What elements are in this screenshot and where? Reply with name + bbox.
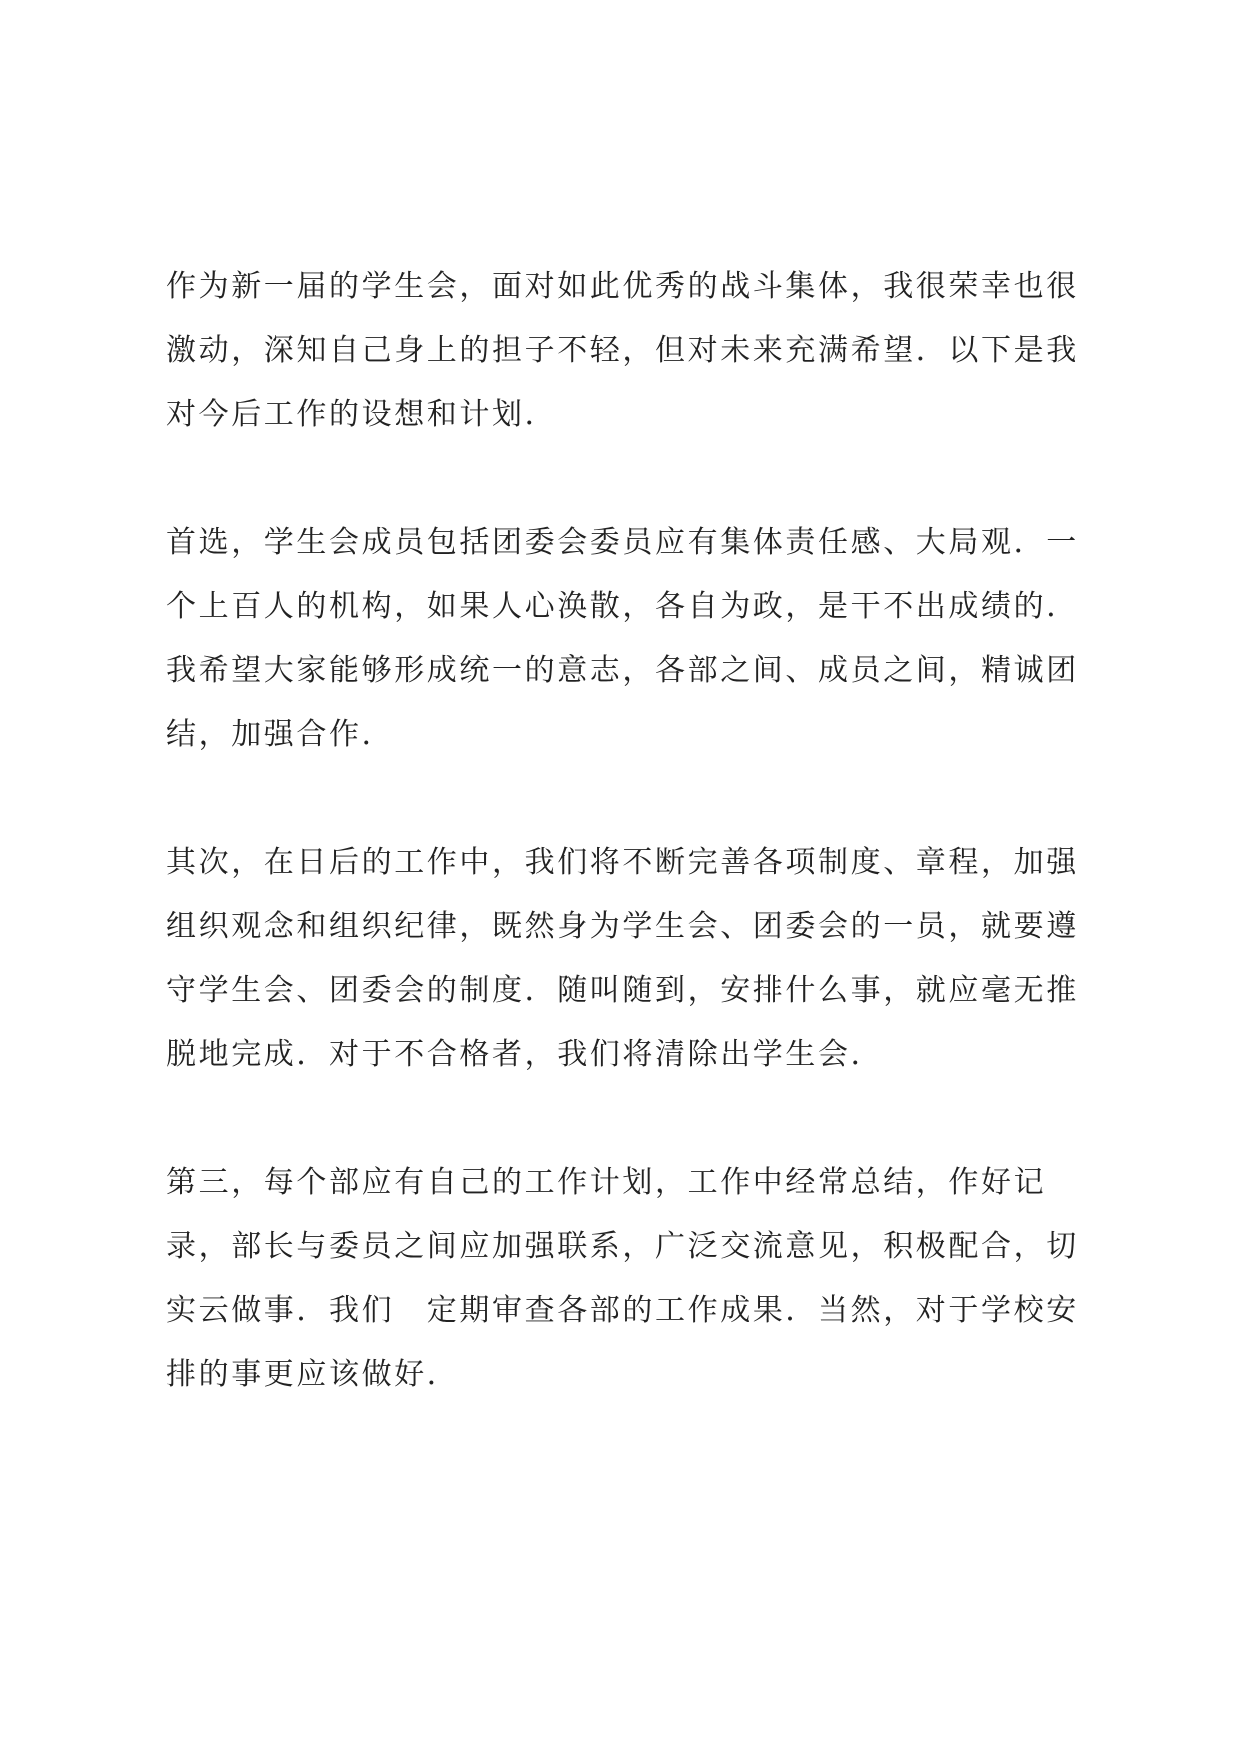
document-body: [166, 255, 1096, 1407]
paragraph-third-point: 第三，每个部应有自己的工作计划，工作中经常总结，作好记录，部长与委员之间应加强联系，广泛交流意见，积极配合，切实云做事．我们 定期审查各部的工作成果．当然，对于学校安排的事更应该做好．: [166, 1165, 1079, 1392]
paragraph-intro: 作为新一届的学生会，面对如此优秀的战斗集体，我很荣幸也很激动，深知自己身上的担子不轻，但对未来充满希望．以下是我对今后工作的设想和计划．: [166, 269, 1079, 432]
paragraph-second-point: 其次，在日后的工作中，我们将不断完善各项制度、章程，加强组织观念和组织纪律，既然身为学生会、团委会的一员，就要遵守学生会、团委会的制度．随叫随到，安排什么事，就应毫无推脱地完成．对于不合格者，我们将清除出学生会．: [166, 845, 1079, 1072]
paragraph-first-point: 首选，学生会成员包括团委会委员应有集体责任感、大局观．一个上百人的机构，如果人心涣散，各自为政，是干不出成绩的．我希望大家能够形成统一的意志，各部之间、成员之间，精诚团结，加强合作．: [166, 525, 1079, 752]
